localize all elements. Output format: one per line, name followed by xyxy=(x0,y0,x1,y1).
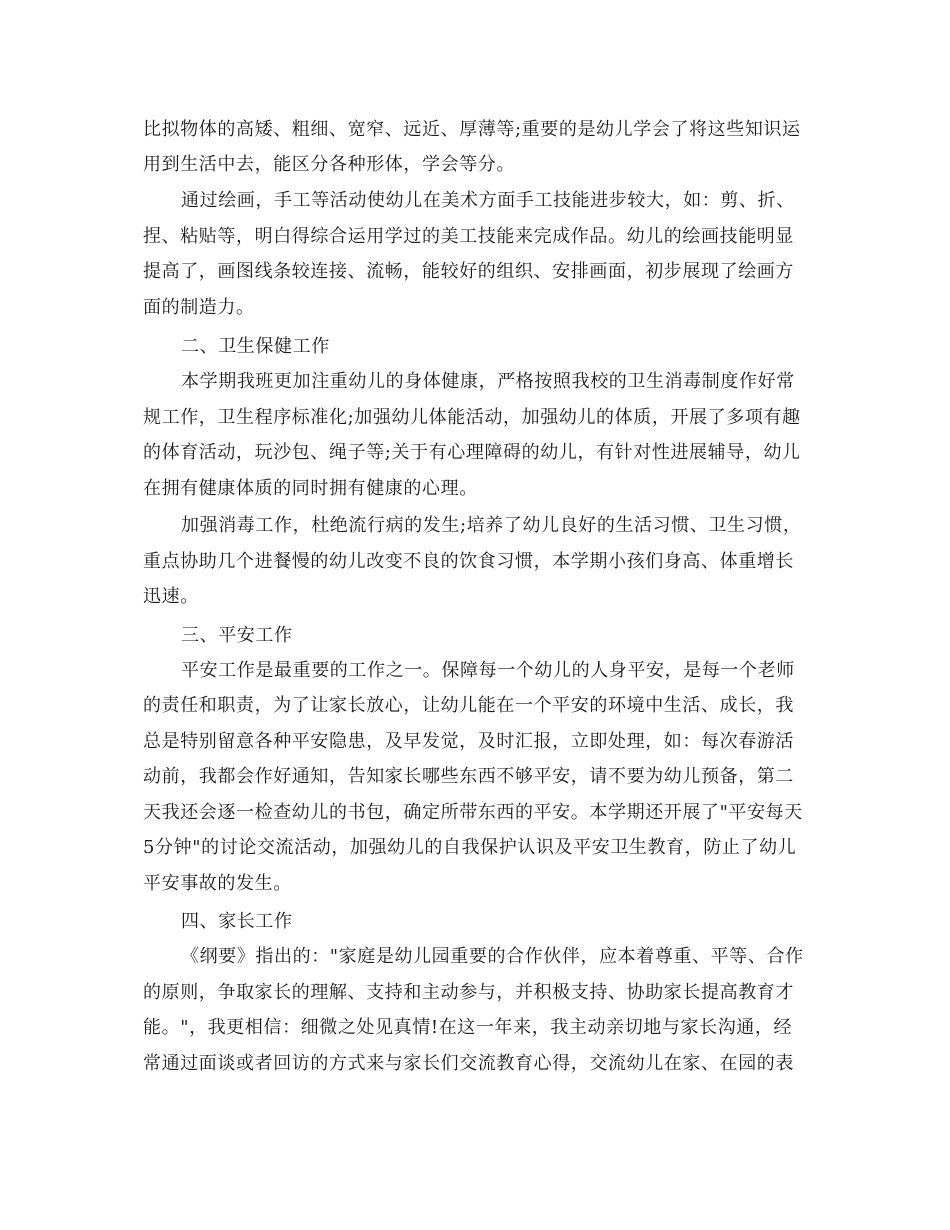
text-line: 提高了，画图线条较连接、流畅，能较好的组织、安排画面，初步展现了绘画方 xyxy=(143,261,794,282)
text-line: 用到生活中去，能区分各种形体，学会等分。 xyxy=(143,154,515,175)
text-line: 面的制造力。 xyxy=(143,297,255,318)
paragraph-first-line: 通过绘画，手工等活动使幼儿在美术方面手工技能进步较大，如：剪、折、 xyxy=(181,190,795,211)
paragraph-first-line: 平安工作是最重要的工作之一。保障每一个幼儿的人身平安，是每一个老师 xyxy=(181,660,795,681)
text-line: 5分钟"的讨论交流活动，加强幼儿的自我保护认识及平安卫生教育，防止了幼儿 xyxy=(143,837,797,858)
section-heading: 二、卫生保健工作 xyxy=(181,336,330,357)
text-line: 能。"，我更相信：细微之处见真情!在这一年来，我主动亲切地与家长沟通，经 xyxy=(143,1017,793,1038)
text-line: 捏、粘贴等，明白得综合运用学过的美工技能来完成作品。幼儿的绘画技能明显 xyxy=(143,226,794,247)
text-line: 的原则，争取家长的理解、支持和主动参与，并积极支持、协助家长提高教育才 xyxy=(143,982,794,1003)
paragraph-first-line: 加强消毒工作，杜绝流行病的发生;培养了幼儿良好的生活习惯、卫生习惯， xyxy=(181,515,802,536)
text-line: 常通过面谈或者回访的方式来与家长们交流教育心得，交流幼儿在家、在园的表 xyxy=(143,1053,794,1074)
text-line: 比拟物体的高矮、粗细、宽窄、远近、厚薄等;重要的是幼儿学会了将这些知识运 xyxy=(143,119,801,140)
section-heading: 四、家长工作 xyxy=(181,911,293,932)
text-line: 的责任和职责，为了让家长放心，让幼儿能在一个平安的环境中生活、成长，我 xyxy=(143,695,794,716)
text-line: 重点协助几个进餐慢的幼儿改变不良的饮食习惯，本学期小孩们身高、体重增长 xyxy=(143,551,794,572)
section-heading: 三、平安工作 xyxy=(181,625,293,646)
text-line: 天我还会逐一检查幼儿的书包，确定所带东西的平安。本学期还开展了"平安每天 xyxy=(143,802,803,823)
text-line: 动前，我都会作好通知，告知家长哪些东西不够平安，请不要为幼儿预备，第二 xyxy=(143,766,794,787)
text-line: 总是特别留意各种平安隐患，及早发觉，及时汇报，立即处理，如：每次春游活 xyxy=(143,731,794,752)
paragraph-first-line: 《纲要》指出的："家庭是幼儿园重要的合作伙伴，应本着尊重、平等、合作 xyxy=(181,946,804,967)
text-line: 规工作，卫生程序标准化;加强幼儿体能活动，加强幼儿的体质，开展了多项有趣 xyxy=(143,407,801,428)
text-line: 在拥有健康体质的同时拥有健康的心理。 xyxy=(143,478,478,499)
text-line: 平安事故的发生。 xyxy=(143,873,292,894)
text-line: 迅速。 xyxy=(143,586,199,607)
text-line: 的体育活动，玩沙包、绳子等;关于有心理障碍的幼儿，有针对性进展辅导，幼儿 xyxy=(143,442,801,463)
paragraph-first-line: 本学期我班更加注重幼儿的身体健康，严格按照我校的卫生消毒制度作好常 xyxy=(181,371,795,392)
